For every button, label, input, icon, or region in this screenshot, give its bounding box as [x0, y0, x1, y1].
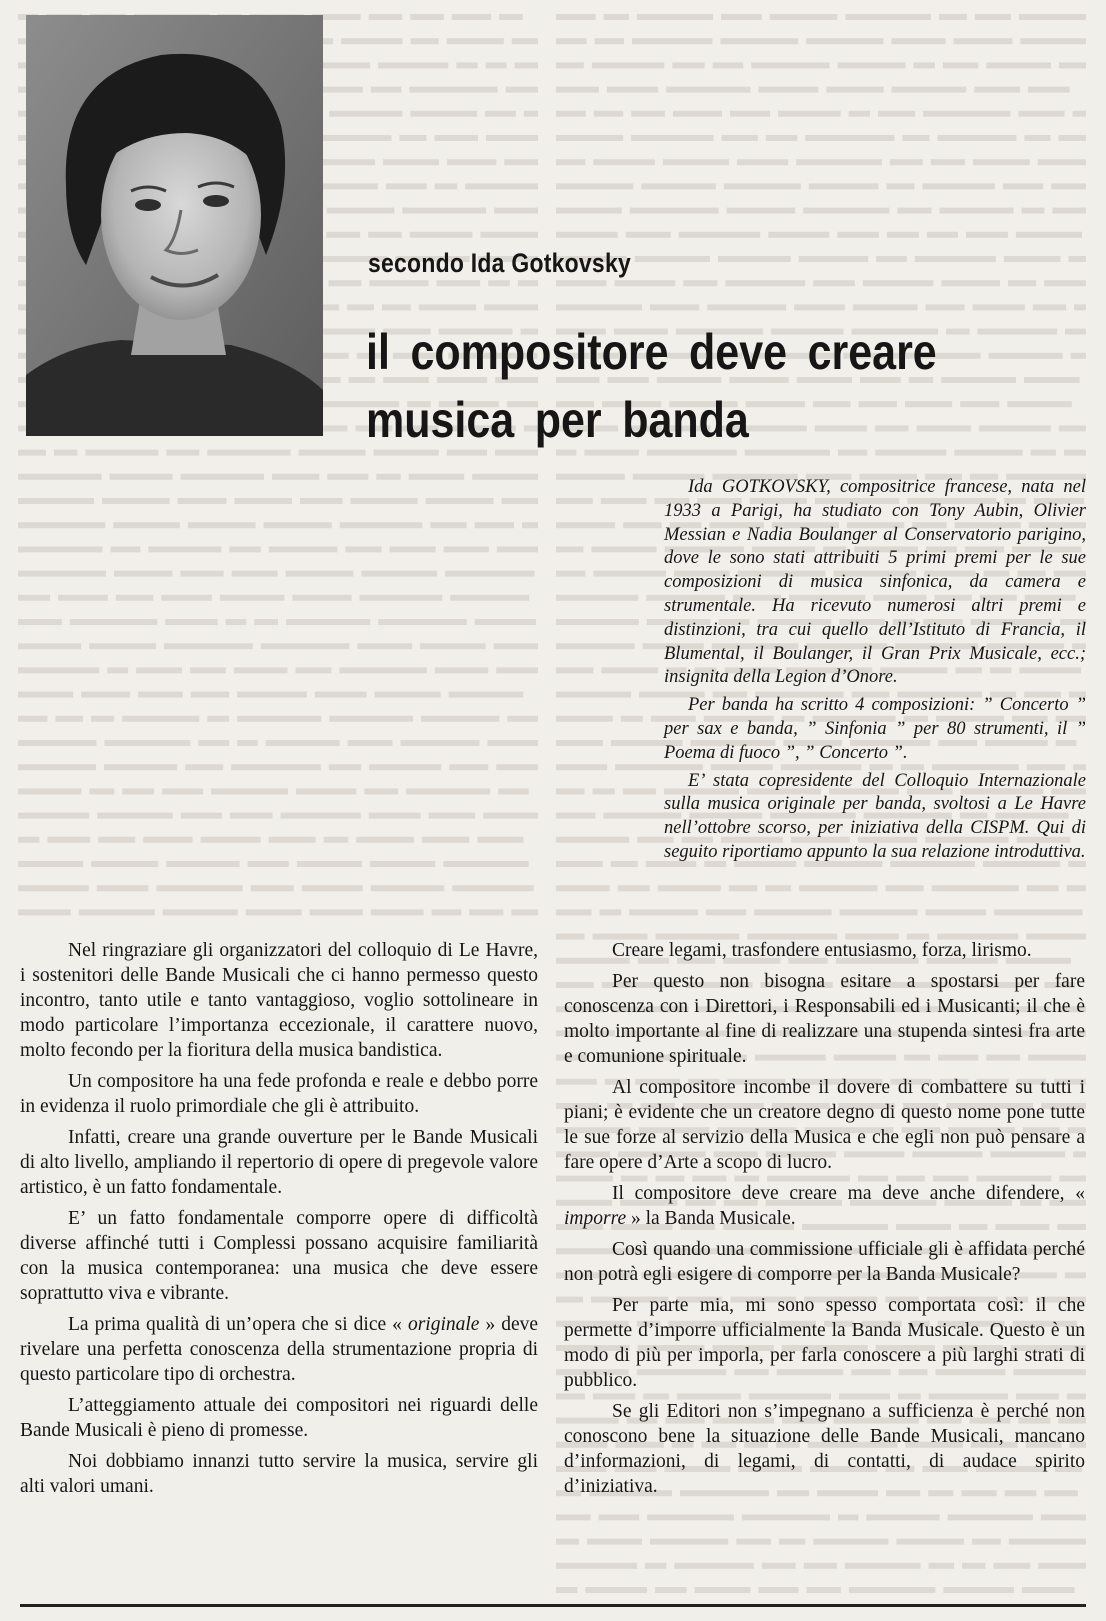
body-paragraph: Così quando una commissione ufficiale gli è affidata perché non potrà egli esigere di comporre per la Banda Musicale?	[564, 1239, 1085, 1285]
author-bio	[664, 476, 1086, 865]
body-paragraph: Se gli Editori non s’impegnano a sufficienza è perché non conoscono bene la situazione delle Bande Musicali, mancano d’informazioni, di legami, di contatti, di audace spirito d’iniziativa.	[564, 1401, 1085, 1497]
article-column-right	[564, 938, 1085, 1505]
body-text: » deve rivelare una perfetta conoscenza della strumentazione propria di questo particolare tipo di orchestra.	[20, 1314, 539, 1385]
headline-line-1: il compositore deve creare	[366, 324, 937, 380]
body-text: » la Banda Musicale.	[626, 1208, 796, 1229]
bottom-rule	[20, 1604, 1086, 1607]
body-paragraph: Creare legami, trasfondere entusiasmo, forza, lirismo.	[612, 940, 1032, 961]
emphasis-text: imporre	[564, 1208, 627, 1229]
portrait-photo	[26, 15, 323, 436]
body-text: Il compositore deve creare ma deve anche difendere, «	[612, 1183, 1085, 1204]
article-kicker: secondo Ida Gotkovsky	[368, 248, 631, 278]
article-headline	[366, 318, 985, 454]
article-column-left	[20, 938, 538, 1505]
body-paragraph: Per questo non bisogna esitare a spostarsi per fare conoscenza con i Direttori, i Responsabili ed i Musicanti; il che è molto importante al fine di realizzare una stupenda sintesi fra arte e comunione spirituale.	[564, 971, 1085, 1067]
body-paragraph: Infatti, creare una grande ouverture per le Bande Musicali di alto livello, ampliando il repertorio di opere di pregevole valore artistico, è un fatto fondamentale.	[20, 1127, 538, 1198]
body-paragraph: E’ un fatto fondamentale comporre opere di difficoltà diverse affinché tutti i Complessi possano acquisire familiarità con la musica contemporanea: una musica che deve essere soprattutto viva e vibrante.	[20, 1208, 538, 1304]
body-paragraph: Per parte mia, mi sono spesso comportata così: il che permette d’imporre ufficialmente la Banda Musicale. Questo è un modo di più per imporla, per farla conoscere a più larghi strati di pubblico.	[564, 1295, 1085, 1391]
headline-line-2: musica per banda	[366, 392, 749, 448]
body-paragraph: Noi dobbiamo innanzi tutto servire la musica, servire gli alti valori umani.	[20, 1451, 538, 1497]
emphasis-text: originale	[407, 1314, 480, 1335]
body-paragraph	[564, 1181, 1085, 1231]
bio-paragraph: Per banda ha scritto 4 composizioni: ” Concerto ” per sax e banda, ” Sinfonia ” per 80 strumenti, il ” Poema di fuoco ”, ” Concerto ”.	[664, 695, 1086, 763]
bio-paragraph: E’ stata copresidente del Colloquio Internazionale sulla musica originale per banda, svoltosi a Le Havre nell’ottobre scorso, per iniziativa della CISPM. Qui di seguito riportiamo appunto la sua relazione introduttiva.	[664, 770, 1086, 862]
body-paragraph: L’atteggiamento attuale dei compositori nei riguardi delle Bande Musicali è pieno di promesse.	[20, 1395, 538, 1441]
body-paragraph: Un compositore ha una fede profonda e reale e debbo porre in evidenza il ruolo primordiale che gli è attribuito.	[20, 1071, 538, 1117]
body-paragraph	[20, 1312, 538, 1387]
bio-paragraph: Ida GOTKOVSKY, compositrice francese, nata nel 1933 a Parigi, ha studiato con Tony Aubin, Olivier Messian e Nadia Boulanger al Conservatorio parigino, dove le sono stati attribuiti 5 primi premi per le sue composizioni di musica sinfonica, da camera e strumentale. Ha ricevuto numerosi altri premi e distinzioni, tra cui quello dell’Istituto di Francia, il Blumental, il Boulanger, il Gran Prix Musicale, ecc.; insignita della Legion d’Onore.	[664, 477, 1086, 688]
body-paragraph: Nel ringraziare gli organizzatori del colloquio di Le Havre, i sostenitori delle Bande Musicali che ci hanno permesso questo incontro, tanto utile e tanto vantaggioso, voglio sottolineare in modo particolare l’importanza eccezionale, il carattere nuovo, molto fecondo per la fioritura della musica bandistica.	[20, 940, 538, 1061]
body-text: La prima qualità di un’opera che si dice «	[68, 1314, 408, 1335]
body-paragraph: Al compositore incombe il dovere di combattere su tutti i piani; è evidente che un creatore degno di questo nome pone tutte le sue forze al servizio della Musica e che egli non può pensare a fare opere d’Arte a scopo di lucro.	[564, 1077, 1085, 1173]
